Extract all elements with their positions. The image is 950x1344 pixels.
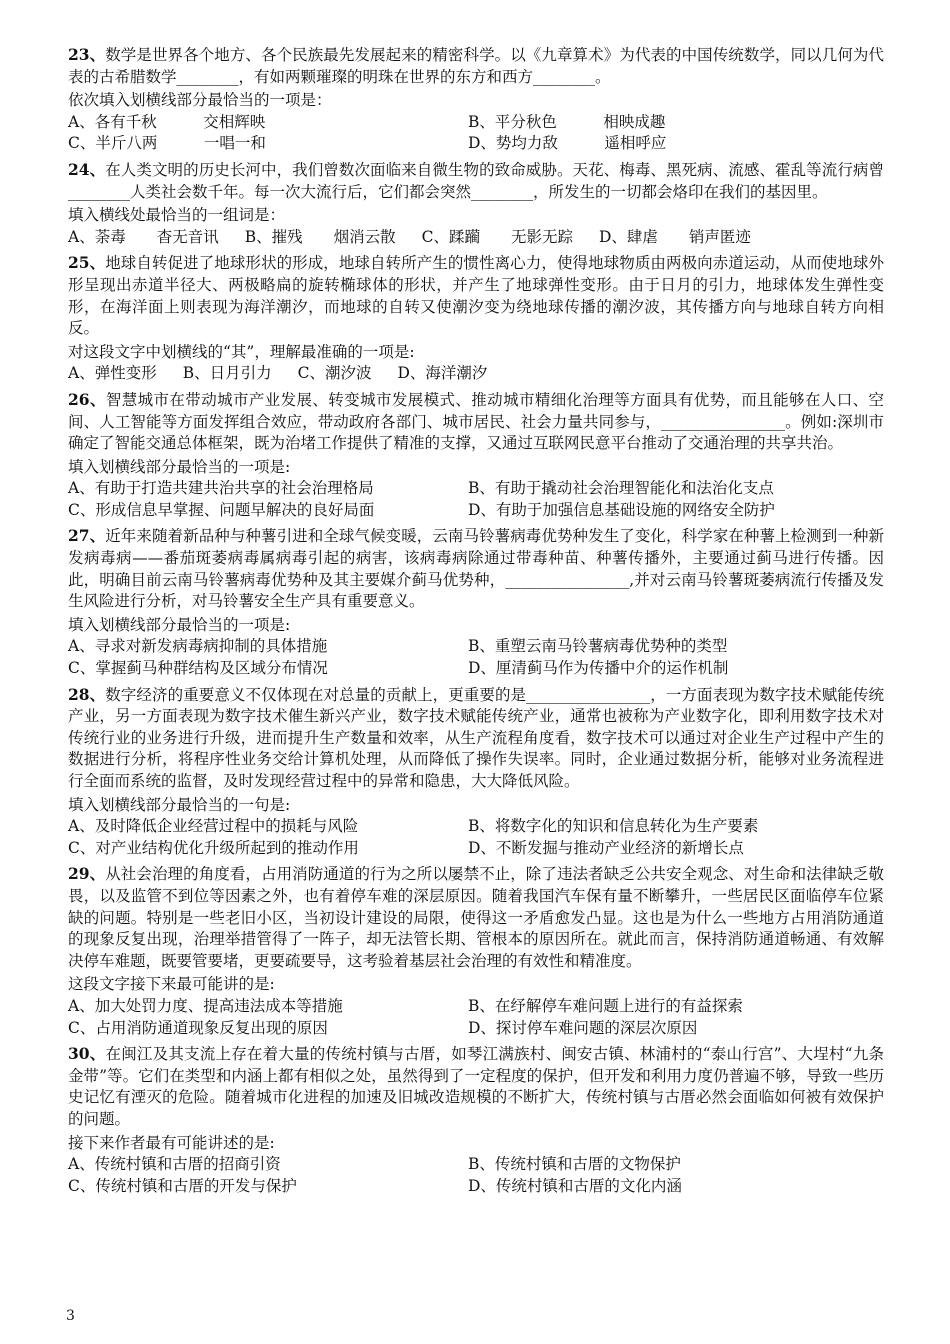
option-c[interactable]: C、半斤八两 一唱一和 xyxy=(68,134,266,153)
question-prompt: 填入划横线部分最恰当的一项是: xyxy=(68,457,291,476)
question-number: 28、 xyxy=(68,684,106,704)
option-b[interactable]: B、重塑云南马铃薯病毒优势种的类型 xyxy=(468,637,728,656)
options xyxy=(68,227,884,249)
options xyxy=(68,478,884,521)
options xyxy=(68,363,884,385)
question-stem xyxy=(68,159,884,203)
question-text: 地球自转促进了地球形状的形成，地球自转所产生的惯性离心力，使得地球物质由两极向赤道运动，从而使地球外形呈现出赤道半径大、两极略扁的旋转椭球体的形状，并产生了地球弹性变形。由于日月的引力，地球体发生弹性变形，在海洋面上则表现为海洋潮汐，而地球的自转又使潮汐变为绕地球传播的潮汐波，其传播方向与地球自转方向相反。 xyxy=(68,254,884,338)
option-a[interactable]: A、及时降低企业经营过程中的损耗与风险 xyxy=(68,817,359,836)
option-d[interactable]: D、肆虐 销声匿迹 xyxy=(598,227,751,246)
option-d[interactable]: D、势均力敌 遥相呼应 xyxy=(468,134,667,153)
page-number: 3 xyxy=(66,1308,75,1324)
option-c[interactable]: C、蹂躏 无影无踪 xyxy=(421,227,573,246)
question-prompt: 这段文字接下来最可能讲的是: xyxy=(68,975,275,994)
question-number: 23、 xyxy=(68,45,106,64)
question-text: 从社会治理的角度看，占用消防通道的行为之所以屡禁不止，除了违法者缺乏公共安全观念、对生命和法律缺乏敬畏，以及监管不到位等因素之外，也有着停车难的深层原因。随着我国汽车保有量不断攀升，一些居民区面临停车位紧缺的问题。特别是一些老旧小区，当初设计建设的局限，使得这一矛盾愈发凸显。这也是为什么一些地方占用消防通道的现象反复出现，治理举措管得了一阵子，却无法管长期、管根本的原因所在。就此而言，保持消防通道畅通、有效解决停车难题，既要管要堵，更要疏要导，这考验着基层社会治理的有效性和精准度。 xyxy=(68,865,884,970)
option-d[interactable]: D、厘清蓟马作为传播中介的运作机制 xyxy=(468,659,729,678)
question-prompt: 填入横线处最恰当的一组词是： xyxy=(68,206,286,225)
option-d[interactable]: D、传统村镇和古厝的文化内涵 xyxy=(468,1176,682,1195)
question-text: 数学是世界各个地方、各个民族最先发展起来的精密科学。以《九章算术》为代表的中国传统数学，同以几何为代表的古希腊数学________，有如两颗璀璨的明珠在世界的东方和西方________。 xyxy=(68,46,884,86)
option-c[interactable]: C、对产业结构优化升级所起到的推动作用 xyxy=(68,838,359,857)
option-c[interactable]: C、传统村镇和古厝的开发与保护 xyxy=(68,1176,297,1195)
option-b[interactable]: B、在纾解停车难问题上进行的有益探索 xyxy=(468,996,743,1015)
option-d[interactable]: D、海洋潮汐 xyxy=(397,364,488,383)
option-a[interactable]: A、荼毒 杳无音讯 xyxy=(68,227,219,246)
question-stem xyxy=(68,1043,884,1130)
question-24 xyxy=(68,159,884,248)
option-c[interactable]: C、潮汐波 xyxy=(297,364,372,383)
option-b[interactable]: B、传统村镇和古厝的文物保护 xyxy=(468,1155,681,1174)
question-stem xyxy=(68,863,884,972)
question-number: 30、 xyxy=(68,1044,106,1064)
option-a[interactable]: A、传统村镇和古厝的招商引资 xyxy=(68,1155,281,1174)
question-prompt: 填入划横线部分最恰当的一句是: xyxy=(68,795,291,814)
option-a[interactable]: A、加大处罚力度、提高违法成本等措施 xyxy=(68,996,343,1015)
options xyxy=(68,636,884,679)
option-b[interactable]: B、日月引力 xyxy=(182,364,272,383)
question-stem xyxy=(68,684,884,793)
question-text: 在人类文明的历史长河中，我们曾数次面临来自微生物的致命威胁。天花、梅毒、黑死病、流感、霍乱等流行病曾________人类社会数千年。每一次大流行后，它们都会突然________，所发生的一切都会烙印在我们的基因里。 xyxy=(68,160,884,201)
options xyxy=(68,112,884,155)
question-number: 29、 xyxy=(68,864,106,884)
question-30 xyxy=(68,1043,884,1197)
question-stem xyxy=(68,525,884,612)
question-23 xyxy=(68,44,884,155)
question-number: 24、 xyxy=(68,159,106,179)
option-b[interactable]: B、摧残 烟消云散 xyxy=(244,227,396,246)
question-prompt: 对这段文字中划横线的“其”，理解最准确的一项是: xyxy=(68,342,415,361)
option-b[interactable]: B、平分秋色 相映成趣 xyxy=(468,112,666,131)
question-stem xyxy=(68,252,884,339)
question-number: 26、 xyxy=(68,389,106,409)
question-stem xyxy=(68,44,884,88)
question-text: 近年来随着新品种与种薯引进和全球气候变暖，云南马铃薯病毒优势种发生了变化，科学家在种薯上检测到一种新发病毒病——番茄斑萎病毒属病毒引起的病害，该病毒病除通过带毒种苗、种薯传播外，主要通过蓟马进行传播。因此，明确目前云南马铃薯病毒优势种及其主要媒介蓟马优势种，________________,并对云南马铃薯斑萎病流行传播及发生风险进行分析，对马铃薯安全生产具有重要意义。 xyxy=(68,527,884,611)
option-b[interactable]: B、将数字化的知识和信息转化为生产要素 xyxy=(468,817,759,836)
option-b[interactable]: B、有助于撬动社会治理智能化和法治化支点 xyxy=(468,479,774,498)
exam-page xyxy=(68,44,884,1197)
question-29 xyxy=(68,863,884,1039)
question-prompt: 接下来作者最有可能讲述的是: xyxy=(68,1133,275,1152)
option-a[interactable]: A、弹性变形 xyxy=(68,364,157,383)
option-a[interactable]: A、寻求对新发病毒病抑制的具体措施 xyxy=(68,637,328,656)
question-text: 智慧城市在带动城市产业发展、转变城市发展模式、推动城市精细化治理等方面具有优势，而且能够在人口、空间、人工智能等方面发挥组合效应，带动政府各部门、城市居民、社会力量共同参与，________________。例如:深圳市确定了智能交通总体框架，既为治堵工作提供了精准的支撑，又通过互联网民意平台推动了交通治理的共享共治。 xyxy=(68,390,884,453)
question-28 xyxy=(68,684,884,860)
option-d[interactable]: D、有助于加强信息基础设施的网络安全防护 xyxy=(468,500,775,519)
options xyxy=(68,1154,884,1197)
question-text: 在闽江及其支流上存在着大量的传统村镇与古厝，如琴江满族村、闽安古镇、林浦村的“泰山行宫”、大埕村“九条金带”等。它们在类型和内涵上都有相似之处，虽然得到了一定程度的保护，但开发和利用力度仍普遍不够，导致一些历史记忆有湮灭的危险。随着城市化进程的加速及旧城改造规模的不断扩大，传统村镇与古厝必然会面临如何被有效保护的问题。 xyxy=(68,1045,884,1128)
question-text: 数字经济的重要意义不仅体现在对总量的贡献上，更重要的是________________，一方面表现为数字技术赋能传统产业，另一方面表现为数字技术催生新兴产业，数字技术赋能传统产业，通常也被称为产业数字化，即利用数字技术对传统行业的业务进行升级，进而提升生产数量和效率，从生产流程角度看，数字技术可以通过对企业生产过程中产生的数据进行分析，将程序性业务交给计算机处理，从而降低了操作失误率。同时，企业通过数据分析，能够对业务流程进行全面而系统的监督，及时发现经营过程中的异常和隐患，大大降低风险。 xyxy=(68,685,884,790)
question-number: 25、 xyxy=(68,253,106,273)
question-27 xyxy=(68,525,884,679)
options xyxy=(68,996,884,1039)
option-d[interactable]: D、不断发掘与推动产业经济的新增长点 xyxy=(468,838,744,857)
option-a[interactable]: A、各有千秋 交相辉映 xyxy=(68,112,266,131)
question-prompt: 依次填入划横线部分最恰当的一项是： xyxy=(68,91,332,110)
question-prompt: 填入划横线部分最恰当的一项是: xyxy=(68,615,291,634)
options xyxy=(68,816,884,859)
option-c[interactable]: C、占用消防通道现象反复出现的原因 xyxy=(68,1018,328,1037)
option-c[interactable]: C、掌握蓟马种群结构及区域分布情况 xyxy=(68,659,328,678)
option-d[interactable]: D、探讨停车难问题的深层次原因 xyxy=(468,1018,698,1037)
option-c[interactable]: C、形成信息早掌握、问题早解决的良好局面 xyxy=(68,500,375,519)
question-number: 27、 xyxy=(68,526,106,546)
question-26 xyxy=(68,389,884,522)
option-a[interactable]: A、有助于打造共建共治共享的社会治理格局 xyxy=(68,479,374,498)
question-stem xyxy=(68,389,884,455)
question-25 xyxy=(68,252,884,385)
